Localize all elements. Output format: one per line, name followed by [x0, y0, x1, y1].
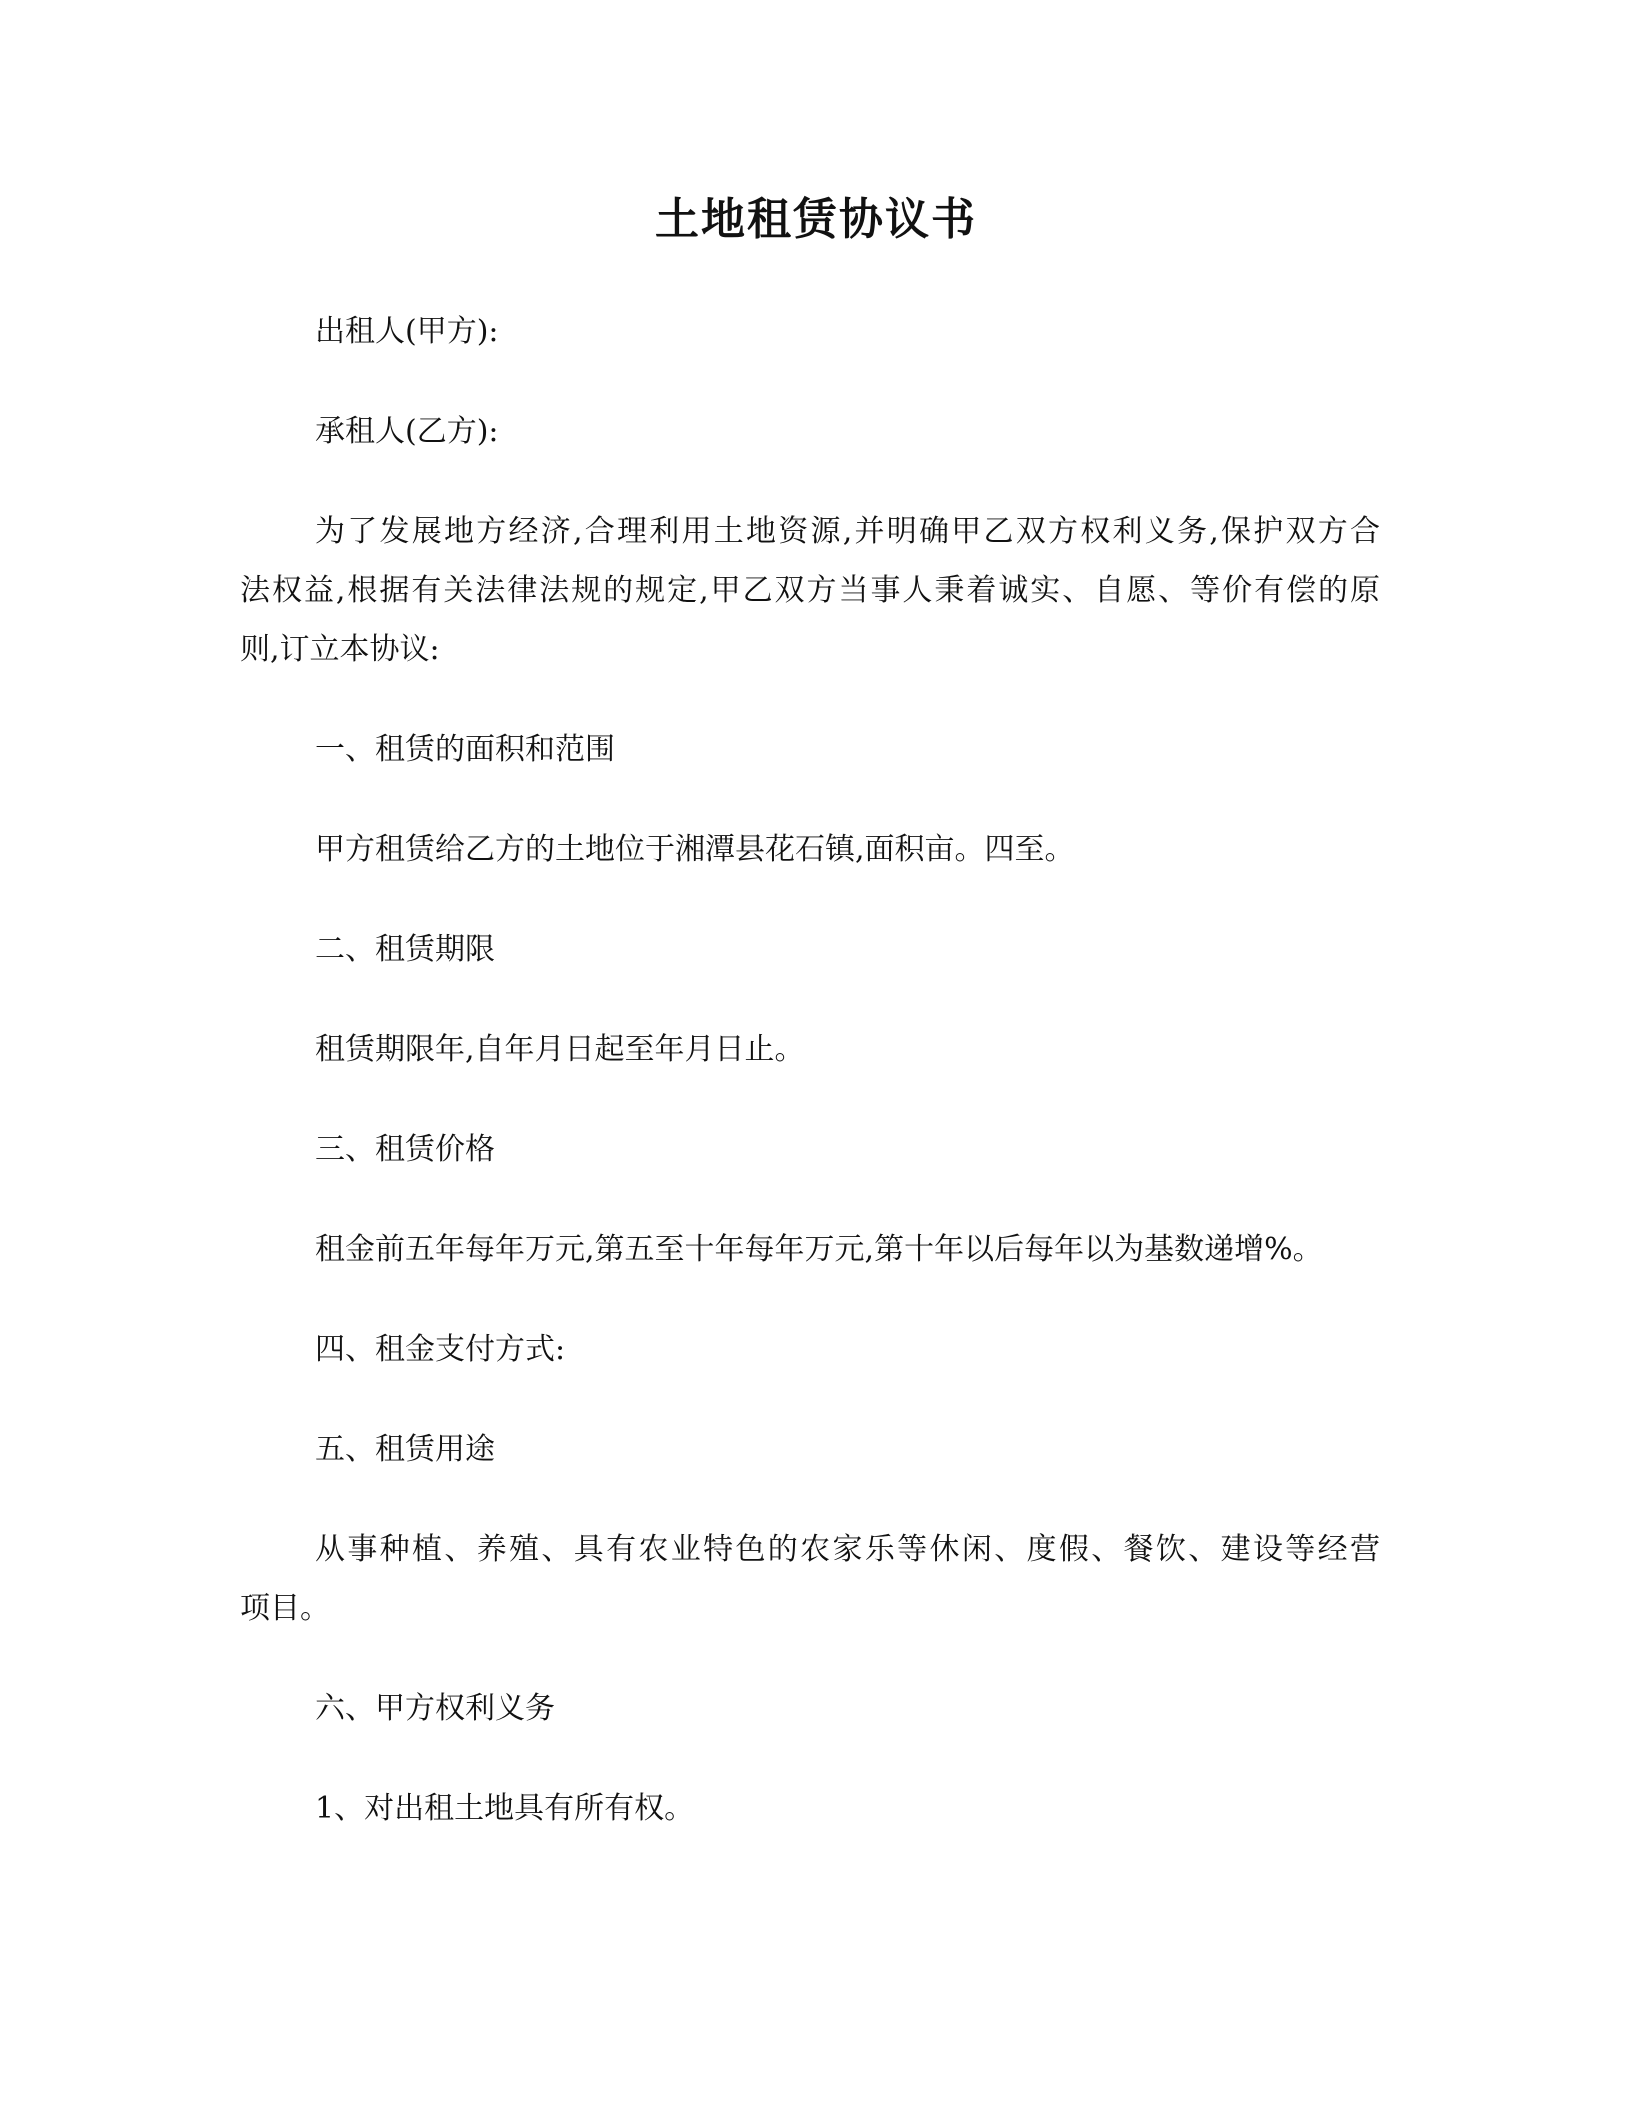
paragraph [240, 1120, 1380, 1179]
paragraph-line: 项目。 [240, 1591, 330, 1626]
paragraph [240, 920, 1380, 979]
paragraph-line: 为了发展地方经济,合理利用土地资源,并明确甲乙双方权利义务,保护双方合 [315, 514, 1380, 549]
paragraph-line: 则,订立本协议: [240, 632, 440, 667]
paragraph-line: 甲方租赁给乙方的土地位于湘潭县花石镇,面积亩。四至。 [315, 832, 1075, 867]
paragraph [240, 502, 1380, 679]
paragraph [240, 1020, 1380, 1079]
paragraph [240, 1320, 1380, 1379]
paragraph [240, 1220, 1380, 1279]
paragraph-line: 四、租金支付方式: [315, 1332, 566, 1367]
paragraph [240, 402, 1380, 461]
paragraph [240, 302, 1380, 361]
paragraph-line: 出租人(甲方): [315, 314, 499, 349]
paragraph [240, 720, 1380, 779]
paragraph-line: 五、租赁用途 [315, 1432, 495, 1467]
paragraph-line: 承租人(乙方): [315, 414, 499, 449]
document-body [240, 302, 1380, 1879]
paragraph-line: 租金前五年每年万元,第五至十年每年万元,第十年以后每年以为基数递增%。 [315, 1232, 1323, 1267]
paragraph-line: 租赁期限年,自年月日起至年月日止。 [315, 1032, 805, 1067]
paragraph [240, 1679, 1380, 1738]
document-title: 土地租赁协议书 [655, 194, 977, 245]
paragraph-line: 六、甲方权利义务 [315, 1691, 555, 1726]
paragraph-line: 法权益,根据有关法律法规的规定,甲乙双方当事人秉着诚实、自愿、等价有偿的原 [240, 573, 1380, 608]
paragraph [240, 1779, 1380, 1838]
paragraph [240, 820, 1380, 879]
paragraph [240, 1420, 1380, 1479]
paragraph [240, 1520, 1380, 1638]
paragraph-line: 一、租赁的面积和范围 [315, 732, 615, 767]
paragraph-line: 三、租赁价格 [315, 1132, 495, 1167]
paragraph-line: 1、对出租土地具有所有权。 [315, 1791, 695, 1826]
paragraph-line: 二、租赁期限 [315, 932, 495, 967]
paragraph-line: 从事种植、养殖、具有农业特色的农家乐等休闲、度假、餐饮、建设等经营 [315, 1532, 1380, 1567]
